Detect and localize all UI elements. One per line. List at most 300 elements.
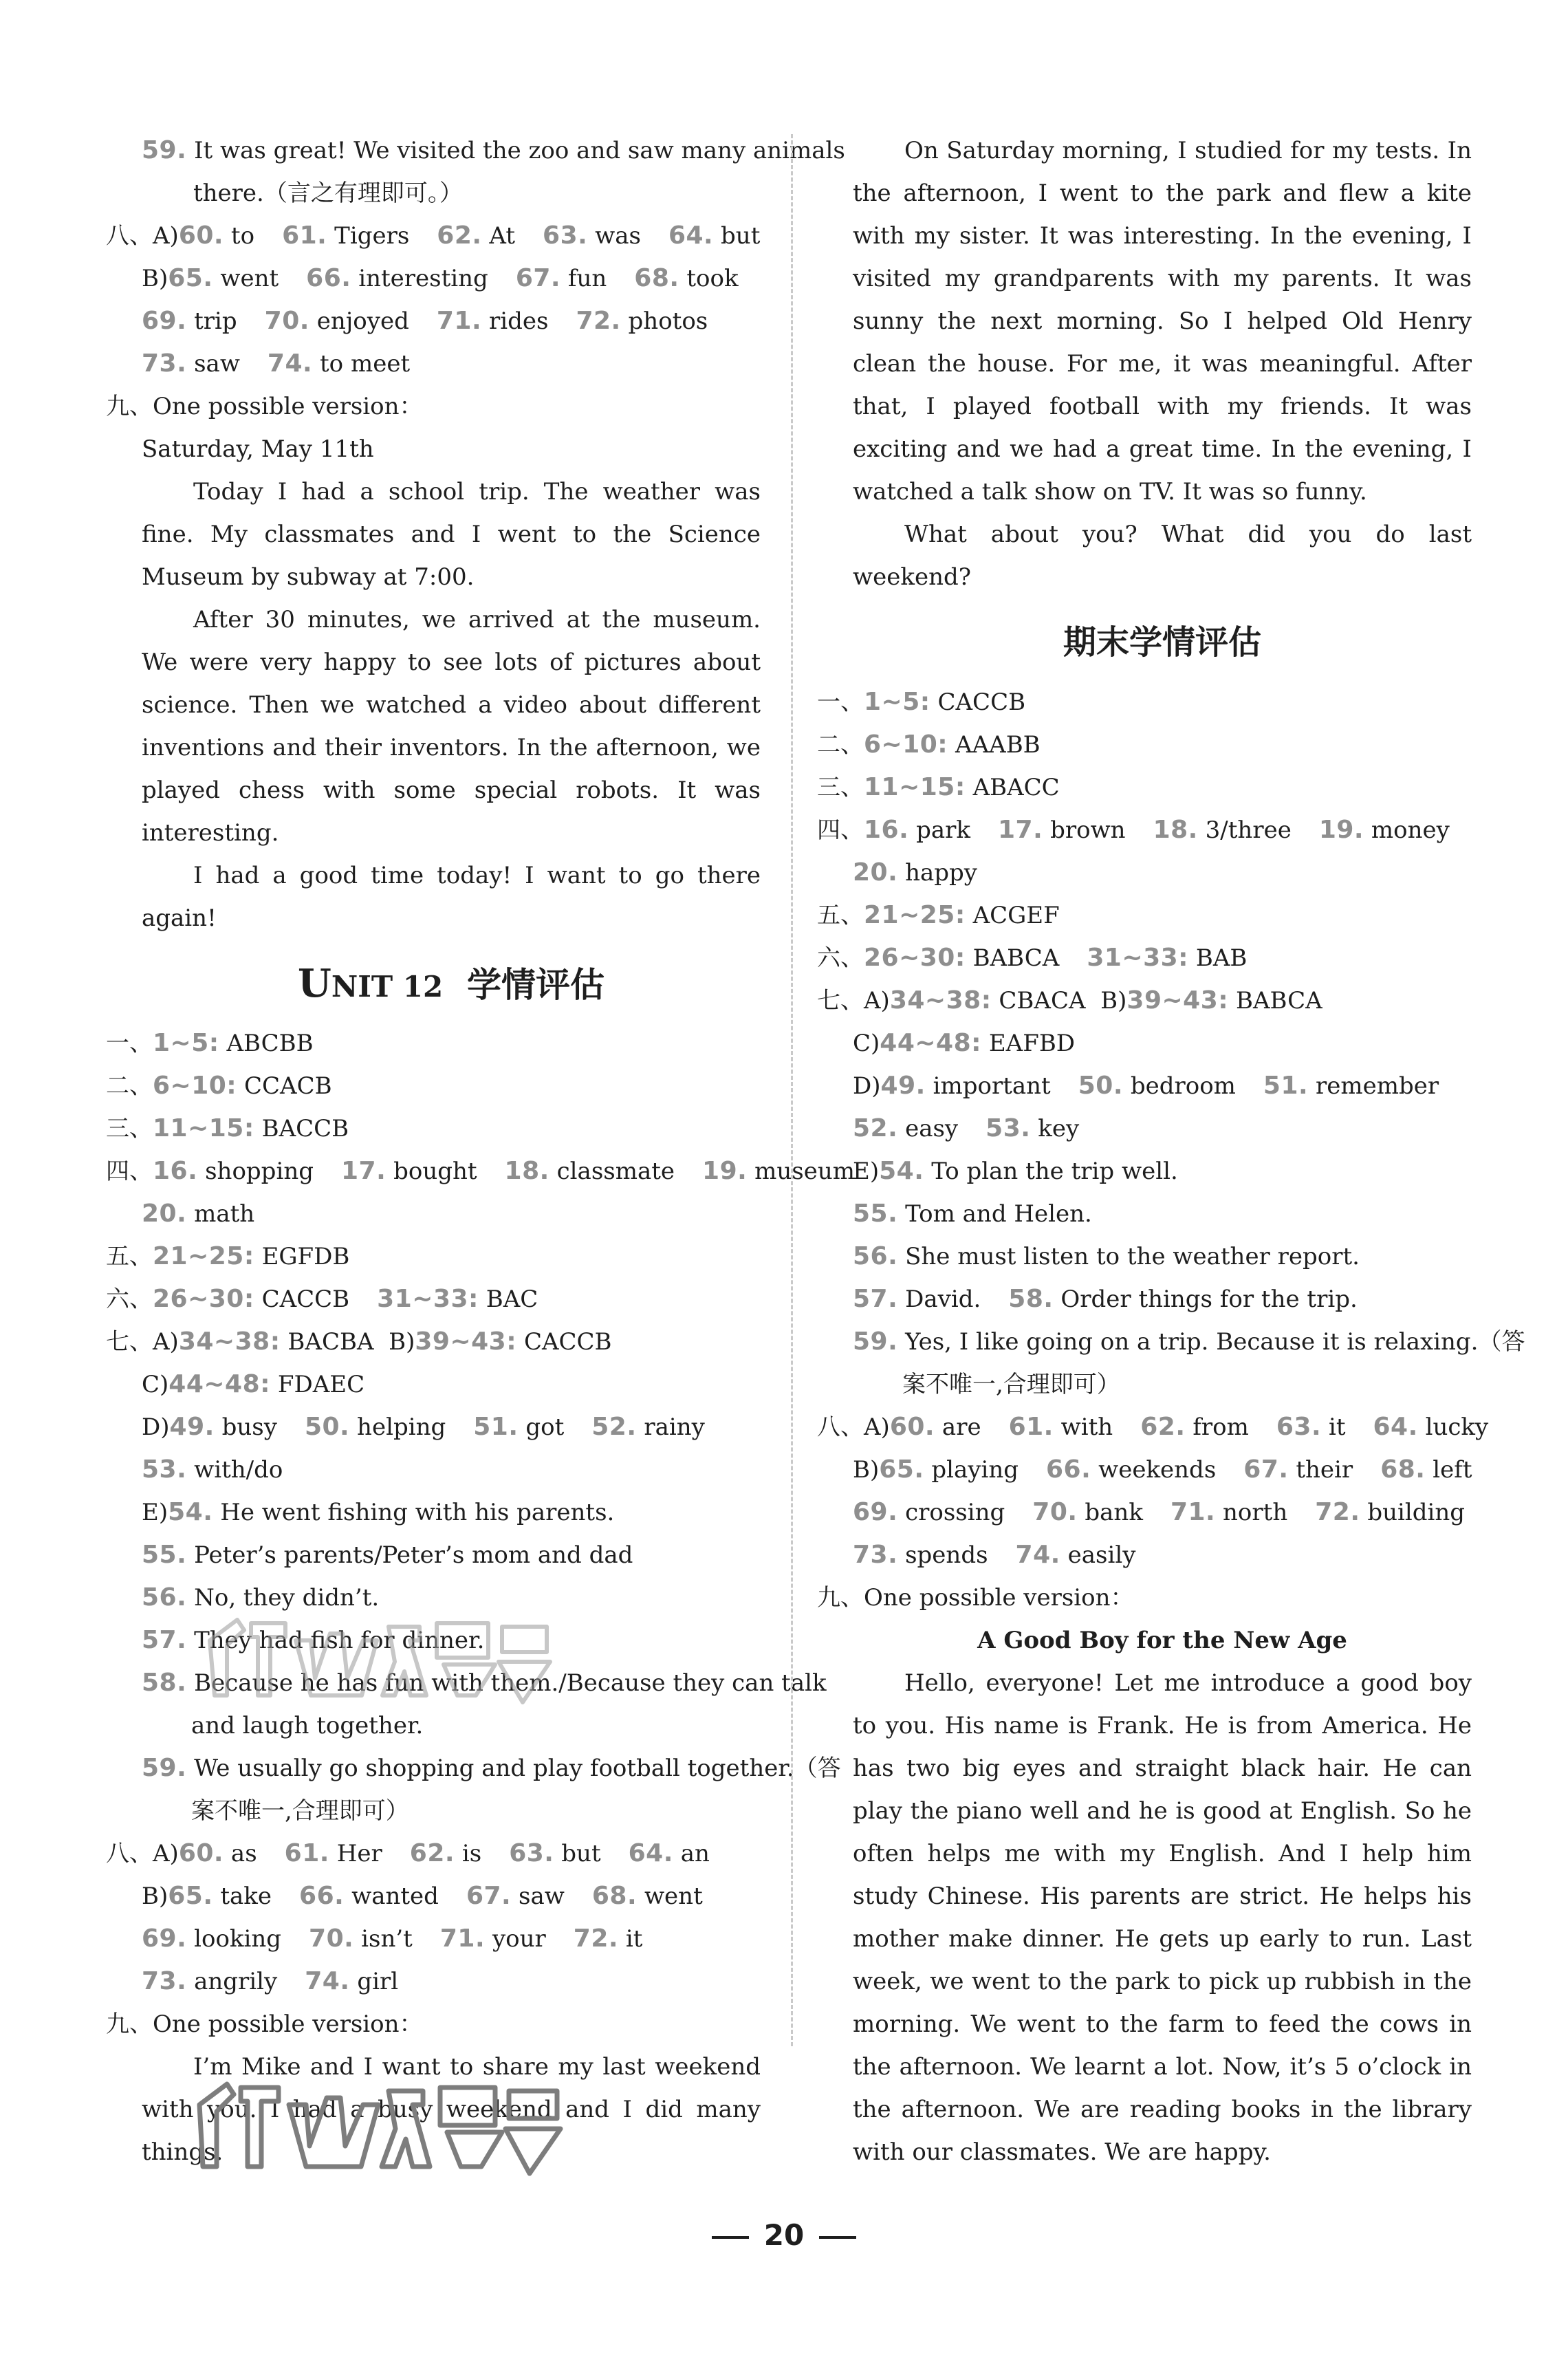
section-marker: 八、 [106,222,153,250]
answer-text: brown [1050,816,1126,844]
answer-text: Tigers [334,222,410,250]
question-number: 56. [853,1242,898,1270]
answer-text: classmate [556,1158,675,1185]
answer-line-59 [142,129,845,172]
answer-text: north [1223,1499,1288,1526]
essay-paragraph: I’m Mike and I want to share my last weekend with you. I had a busy weekend and I did many things. [142,2053,761,2166]
final-exam-heading: 期末学情评估 [1063,623,1261,662]
answer-text: shopping [205,1158,314,1185]
intro-text: One possible version： [153,393,423,420]
answer-text: CACCB [937,688,1026,716]
answer-text: angrily [194,1968,278,1995]
answer-text: with/do [194,1456,283,1484]
answer-text: wanted [351,1883,439,1910]
answer-text: looking [194,1925,282,1953]
part-label: A) [153,1328,179,1356]
final-row-5 [817,894,1472,937]
answer-text: to meet [320,350,411,378]
final-row-6 [817,937,1472,979]
final-q59 [853,1321,1525,1363]
answer-text: it [625,1925,643,1953]
question-number: 34~38: [178,1327,281,1356]
final-s8-row-b [853,1449,1472,1491]
page-number: 20 [763,2218,805,2252]
answer-text: 案不唯一,合理即可） [191,1797,409,1825]
question-number: 18. [504,1157,549,1185]
answer-text: spends [905,1541,988,1569]
section-marker: 六、 [106,1286,153,1313]
question-number: 62. [1140,1413,1186,1441]
answer-text: AAABB [955,731,1041,759]
question-number: 68. [1380,1455,1426,1484]
question-number: 59. [142,1754,187,1782]
question-number: 34~38: [889,986,992,1015]
question-number: 59. [853,1327,898,1356]
watermark-logo [186,2063,571,2180]
section-marker: 一、 [106,1030,153,1057]
question-number: 72. [1315,1498,1360,1526]
answer-text: BAB [1195,944,1248,972]
question-number: 16. [153,1157,198,1185]
question-number: 63. [509,1839,554,1867]
section-marker: 一、 [817,688,864,716]
u12-row-7e [142,1491,761,1534]
part-label: C) [142,1371,169,1398]
footer-dash [819,2236,856,2239]
final-s8-row-c [853,1491,1472,1534]
final-q59-cont [853,1363,1472,1406]
answer-text: CBACA [999,987,1086,1015]
answer-text: important [933,1072,1051,1100]
answer-text: park [916,816,970,844]
question-number: 11~15: [153,1114,254,1142]
answer-text: trip [194,307,237,335]
question-number: 1~5: [864,688,930,716]
u12-row-7d2 [142,1449,761,1491]
answer-text: They had fish for dinner. [194,1627,485,1654]
section-marker: 二、 [106,1072,153,1100]
question-number: 62. [437,221,482,250]
part-label: D) [853,1072,881,1100]
answer-text: rides [488,307,549,335]
question-number: 53. [986,1114,1031,1142]
section-marker: 九、 [106,2010,153,2038]
answer-text: EAFBD [988,1030,1076,1057]
question-number: 58. [1008,1285,1054,1313]
question-number: 69. [142,307,187,335]
question-number: 59. [142,136,187,164]
final-q56 [853,1235,1472,1278]
question-number: 50. [304,1413,350,1441]
part-label: B) [142,265,168,292]
question-number: 60. [178,1839,224,1867]
question-number: 53. [142,1455,187,1484]
intro-text: One possible version： [153,2010,423,2038]
final-q57 [853,1278,1472,1321]
answer-text: museum [754,1158,855,1185]
question-number: 67. [515,264,561,292]
answer-text: remember [1316,1072,1439,1100]
question-number: 19. [1318,816,1364,844]
answer-text: saw [194,350,240,378]
question-number: 63. [543,221,588,250]
answer-text: went [644,1883,703,1910]
essay-paragraph: I had a good time today! I want to go there again! [142,862,761,932]
answer-text: BACBA [287,1328,374,1356]
question-number: 11~15: [864,773,966,801]
question-number: 58. [142,1669,187,1697]
question-number: 64. [628,1839,673,1867]
question-number: 20. [853,858,898,887]
question-number: 51. [1263,1072,1309,1100]
answer-text: No, they didn’t. [194,1584,380,1612]
section-8-row-b [142,257,761,300]
answer-text: EGFDB [261,1243,350,1270]
answer-text: happy [905,859,977,887]
part-label: A) [153,1840,179,1867]
part-label: A) [864,987,890,1015]
answer-text: To plan the trip well. [931,1158,1178,1185]
answer-text: but [561,1840,601,1867]
u12-row-7d [142,1406,761,1449]
answer-line-59-cont [142,172,761,215]
answer-text: isn’t [361,1925,413,1953]
essay-paragraph: Today I had a school trip. The weather was fine. My classmates and I went to the Science Museum by subway at 7:00. [142,478,761,591]
answer-text: bank [1085,1499,1143,1526]
answer-text: rainy [644,1413,705,1441]
final-row-3 [817,766,1472,809]
answer-text: He went fishing with his parents. [220,1499,615,1526]
final-row-7c [853,1022,1472,1065]
answer-text: saw [519,1883,565,1910]
question-number: 18. [1153,816,1198,844]
section-marker: 三、 [817,774,864,801]
question-number: 31~33: [377,1285,479,1313]
answer-text: FDAEC [277,1371,365,1398]
question-number: 39~43: [415,1327,517,1356]
question-number: 20. [142,1200,187,1228]
u12-row-7c [142,1363,761,1406]
question-number: 44~48: [880,1029,982,1057]
answer-text: weekends [1098,1456,1217,1484]
question-number: 55. [853,1200,898,1228]
watermark-logo-faint [199,1603,557,1706]
answer-text: to [230,222,255,250]
final-row-7 [817,979,1472,1022]
part-label: B) [142,1883,168,1910]
answer-text: photos [628,307,708,335]
question-number: 31~33: [1087,944,1189,972]
question-number: 56. [142,1583,187,1612]
part-label: B) [1100,987,1127,1015]
question-number: 67. [1243,1455,1289,1484]
u12-s9-intro [106,2003,761,2046]
final-s8-row-a [817,1406,1489,1449]
final-row-7e [853,1150,1472,1193]
answer-text: crossing [905,1499,1005,1526]
answer-text: David. [905,1286,981,1313]
question-number: 19. [702,1157,748,1185]
unit-12-heading [142,951,761,1017]
question-number: 69. [853,1498,898,1526]
u12-s8-row-a [106,1832,761,1875]
question-number: 74. [305,1967,350,1995]
question-number: 60. [889,1413,935,1441]
answer-text: Yes, I like going on a trip. Because it is relaxing.（答 [905,1328,1525,1356]
question-number: 74. [267,349,313,378]
section-marker: 五、 [106,1243,153,1270]
answer-text: ABACC [972,774,1060,801]
question-number: 16. [864,816,909,844]
question-number: 44~48: [168,1370,271,1398]
question-number: 65. [168,1882,213,1910]
question-number: 39~43: [1126,986,1229,1015]
section-marker: 二、 [817,731,864,759]
answer-text: easy [905,1115,959,1142]
answer-text: girl [357,1968,399,1995]
question-number: 21~25: [153,1242,254,1270]
answer-text: busy [221,1413,277,1441]
answer-text: are [941,1413,981,1441]
u12-row-1 [106,1022,761,1065]
part-label: B) [853,1456,880,1484]
u12-q59 [142,1747,841,1790]
part-label: B) [389,1328,415,1356]
question-number: 61. [284,1839,329,1867]
answer-text: and laugh together. [191,1712,424,1739]
answer-text: an [680,1840,710,1867]
answer-text: BAC [486,1286,538,1313]
answer-text: was [595,222,641,250]
answer-text: CACCB [261,1286,350,1313]
question-number: 73. [853,1541,898,1569]
question-number: 55. [142,1541,187,1569]
u12-q59-cont [142,1790,761,1832]
question-number: 67. [466,1882,512,1910]
answer-text: At [489,222,516,250]
question-number: 26~30: [864,944,966,972]
essay-paragraph: After 30 minutes, we arrived at the museum. We were very happy to see lots of pictures about science. Then we watched a video about different inventions and their inventors. In the afternoon, we played chess with some special robots. It was interesting. [142,606,761,847]
answer-text: fun [567,265,607,292]
question-number: 52. [853,1114,898,1142]
answer-text: it [1328,1413,1346,1441]
answer-text: She must listen to the weather report. [905,1243,1360,1270]
essay-paragraph: Hello, everyone! Let me introduce a good boy to you. His name is Frank. He is from America. He has two big eyes and straight black hair. He can play the piano well and he is good at English. So he often helps me with my English. And I help him study Chinese. His parents are strict. He helps his mother make dinner. He gets up early to run. Last week, we went to the park to pick up rubbish in the morning. We went to the farm to feed the cows in the afternoon. We learnt a lot. Now, it’s 5 o’clock in the afternoon. We are reading books in the library with our classmates. We are happy. [853,1669,1472,2166]
final-row-4 [817,809,1472,852]
final-q55 [853,1193,1472,1235]
u12-row-7 [106,1321,761,1363]
question-number: 71. [1170,1498,1216,1526]
answer-text: playing [931,1456,1019,1484]
question-number: 57. [853,1285,898,1313]
question-number: 17. [997,816,1043,844]
answer-text: CACCB [523,1328,612,1356]
question-number: 52. [591,1413,637,1441]
answer-text: We usually go shopping and play football together.（答 [194,1755,841,1782]
u12-s8-row-b [142,1875,761,1918]
section-marker: 三、 [106,1115,153,1142]
answer-text: Because he has fun with them./Because they can talk [194,1669,827,1697]
question-number: 71. [439,1924,486,1953]
answer-text: took [686,265,739,292]
answer-text: building [1367,1499,1466,1526]
part-label: C) [853,1030,880,1057]
question-number: 73. [142,349,187,378]
question-number: 57. [142,1626,187,1654]
answer-text: from [1193,1413,1249,1441]
part-label: A) [864,1413,890,1441]
question-number: 54. [879,1157,924,1185]
answer-text: as [230,1840,257,1867]
column-divider [791,134,793,2046]
answer-text: ACGEF [972,902,1060,929]
part-label: E) [142,1499,168,1526]
question-number: 70. [1032,1498,1078,1526]
answer-text: their [1296,1456,1353,1484]
question-number: 72. [576,307,621,335]
question-number: 65. [168,264,213,292]
question-number: 71. [436,307,482,335]
answer-text: got [525,1413,565,1441]
question-number: 70. [264,307,309,335]
section-marker: 七、 [106,1328,153,1356]
essay-date: Saturday, May 11th [142,435,374,463]
question-number: 64. [668,221,714,250]
left-column [106,129,855,2173]
final-row-2 [817,724,1472,766]
question-number: 49. [169,1413,215,1441]
u12-row-4b [142,1193,761,1235]
part-label: E) [853,1158,880,1185]
question-number: 6~10: [153,1072,237,1100]
answer-text: went [220,265,279,292]
question-number: 6~10: [864,730,948,759]
section-9-intro [106,385,761,428]
u12-row-6 [106,1278,761,1321]
u12-row-4 [106,1150,855,1193]
final-row-7d [853,1065,1472,1107]
answer-text: ABCBB [226,1030,314,1057]
essay-title: A Good Boy for the New Age [977,1627,1347,1654]
question-number: 68. [591,1882,638,1910]
question-number: 50. [1078,1072,1124,1100]
section-marker: 八、 [106,1840,153,1867]
question-number: 54. [168,1498,213,1526]
answer-text: but [721,222,761,250]
question-number: 66. [306,264,351,292]
answer-text: is [461,1840,482,1867]
question-number: 66. [299,1882,345,1910]
final-row-1 [817,681,1472,724]
answer-text: money [1371,816,1450,844]
heading-unit: NIT 12 [331,970,444,1004]
answer-text: Peter’s parents/Peter’s mom and dad [194,1541,633,1569]
question-number: 62. [409,1839,455,1867]
question-number: 61. [282,221,327,250]
question-number: 21~25: [864,901,966,929]
part-label: A) [153,222,179,250]
section-8-row-a [106,215,761,257]
section-marker: 九、 [817,1584,864,1612]
final-s8-row-d [853,1534,1472,1576]
section-marker: 六、 [817,944,864,972]
question-number: 74. [1015,1541,1060,1569]
final-row-7d2 [853,1107,1472,1150]
section-marker: 八、 [817,1413,864,1441]
section-8-row-c [142,300,761,343]
answer-text: bedroom [1130,1072,1236,1100]
part-label: D) [142,1413,170,1441]
answer-text: math [194,1200,255,1228]
section-marker: 四、 [817,816,864,844]
section-marker: 四、 [106,1158,153,1185]
page-footer [0,2218,1568,2252]
heading-initial: U [297,961,331,1006]
u12-q55 [142,1534,761,1576]
section-marker: 九、 [106,393,153,420]
section-8-row-d [142,343,761,385]
answer-text: bought [393,1158,477,1185]
question-number: 70. [309,1924,354,1953]
answer-text: BABCA [1235,987,1322,1015]
u12-q58-cont [142,1704,761,1747]
essay-paragraph: What about you? What did you do last weekend? [853,521,1472,591]
question-number: 73. [142,1967,187,1995]
answer-text: easily [1067,1541,1136,1569]
question-number: 51. [473,1413,519,1441]
question-number: 49. [880,1072,926,1100]
u12-s8-row-d [142,1960,761,2003]
answer-text: helping [357,1413,446,1441]
u12-row-5 [106,1235,761,1278]
u12-row-2 [106,1065,761,1107]
answer-text: take [220,1883,272,1910]
footer-dash [712,2236,749,2239]
answer-text: BACCB [261,1115,349,1142]
answer-text: your [492,1925,546,1953]
question-number: 61. [1008,1413,1054,1441]
answer-text: Her [336,1840,382,1867]
answer-text: key [1038,1115,1080,1142]
question-number: 1~5: [153,1029,219,1057]
question-number: 17. [340,1157,386,1185]
final-s9-intro [817,1576,1472,1619]
answer-text: Order things for the trip. [1060,1286,1358,1313]
right-column [817,129,1525,2173]
u12-s8-row-c [142,1918,761,1960]
final-row-4b [853,852,1472,894]
question-number: 66. [1046,1455,1091,1484]
essay-paragraph: On Saturday morning, I studied for my tests. In the afternoon, I went to the park and flew a kite with my sister. It was interesting. In the evening, I visited my grandparents with my parents. It was sunny the next morning. So I helped Old Henry clean the house. For me, it was meaningful. After that, I played football with my friends. It was exciting and we had a great time. In the evening, I watched a talk show on TV. It was so funny. [853,137,1472,506]
answer-text: 3/three [1205,816,1292,844]
answer-text: with [1060,1413,1113,1441]
question-number: 65. [879,1455,924,1484]
intro-text: One possible version： [864,1584,1134,1612]
answer-text: there.（言之有理即可。） [193,180,463,207]
question-number: 63. [1276,1413,1322,1441]
section-marker: 五、 [817,902,864,929]
answer-text: Tom and Helen. [905,1200,1092,1228]
answer-text: BABCA [972,944,1060,972]
question-number: 60. [178,221,224,250]
section-marker: 七、 [817,987,864,1015]
answer-text: left [1433,1456,1472,1484]
answer-text: It was great! We visited the zoo and saw many animals [194,137,845,164]
question-number: 68. [634,264,679,292]
answer-text: lucky [1425,1413,1489,1441]
answer-text: 案不唯一,合理即可） [902,1371,1120,1398]
question-number: 26~30: [153,1285,254,1313]
